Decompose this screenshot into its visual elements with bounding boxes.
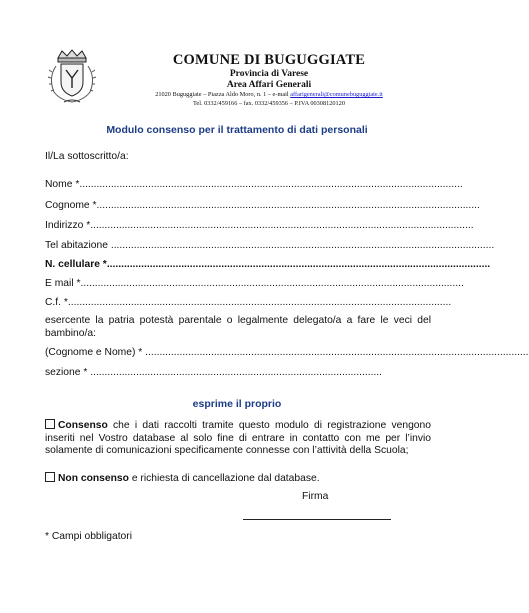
no-consent-checkbox[interactable] <box>45 472 55 482</box>
signature-line[interactable] <box>243 519 391 520</box>
sezione-field[interactable]: sezione * ...................................................................................................... <box>45 367 383 378</box>
email-field[interactable]: E mail *...................................................................................................................................... <box>45 278 464 289</box>
email-link[interactable]: affarigenerali@comunebuguggiate.it <box>290 91 383 98</box>
indirizzo-field[interactable]: Indirizzo *...................................................................................................................................... <box>45 220 474 231</box>
patria-potesta-text: esercente la patria potestà parentale o legalmente delegato/a a fare le veci del bambino/a: <box>45 315 431 339</box>
tel-field[interactable]: Tel abitazione ...................................................................................................................................... <box>45 240 495 251</box>
address-text: 21020 Buguggiate – Piazza Aldo Moro, n. 1 – e-mail <box>155 91 291 98</box>
form-title: Modulo consenso per il trattamento di dati personali <box>106 124 368 136</box>
cf-field[interactable]: C.f. *...................................................................................................................................... <box>45 297 452 308</box>
consent-checkbox[interactable] <box>45 419 55 429</box>
signature-label: Firma <box>302 491 329 502</box>
contacts-line: Tel. 0332/459166 – fax. 0332/459356 – P.IVA 00308120120 <box>193 99 345 107</box>
letterhead <box>110 52 428 108</box>
email-label: E mail * <box>45 278 81 289</box>
required-footnote: * Campi obbligatori <box>45 531 132 542</box>
province-label: Provincia di Varese <box>229 69 309 79</box>
no-consent-label: Non consenso <box>58 473 129 484</box>
section-title: esprime il proprio <box>192 398 282 410</box>
coat-of-arms-icon <box>44 48 100 106</box>
consent-label: Consenso <box>58 420 108 431</box>
no-consent-text: e richiesta di cancellazione dal database. <box>128 473 320 484</box>
cognome-nome-field[interactable]: (Cognome e Nome) * ...................................................................................................................................... <box>45 347 529 358</box>
cellulare-field[interactable]: N. cellulare *...................................................................................................................................... <box>45 259 491 270</box>
cellulare-label: N. cellulare * <box>45 259 107 270</box>
consent-text: che i dati raccolti tramite questo modulo di registrazione vengono inseriti nel Vostro database al solo fine di entrare in contatto con me per l’invio solamente di comunicazioni specificamente connesse con l’attività della Scuola; <box>45 420 431 456</box>
area-label: Area Affari Generali <box>226 80 312 90</box>
municipality-title: COMUNE DI BUGUGGIATE <box>172 52 366 68</box>
address-line <box>110 91 428 100</box>
cognome-label: Cognome * <box>45 200 97 211</box>
nome-label: Nome * <box>45 179 80 190</box>
indirizzo-label: Indirizzo * <box>45 220 91 231</box>
sezione-label: sezione * <box>45 367 88 378</box>
nome-field[interactable]: Nome *...................................................................................................................................... <box>45 179 463 190</box>
cognome-nome-label: (Cognome e Nome) * <box>45 347 143 358</box>
sottoscritto-label: Il/La sottoscritto/a: <box>45 151 129 162</box>
cf-label: C.f. * <box>45 297 68 308</box>
consent-option <box>45 419 431 458</box>
tel-label: Tel abitazione <box>45 240 108 251</box>
no-consent-option <box>45 472 431 486</box>
cognome-field[interactable]: Cognome *...................................................................................................................................... <box>45 200 480 211</box>
